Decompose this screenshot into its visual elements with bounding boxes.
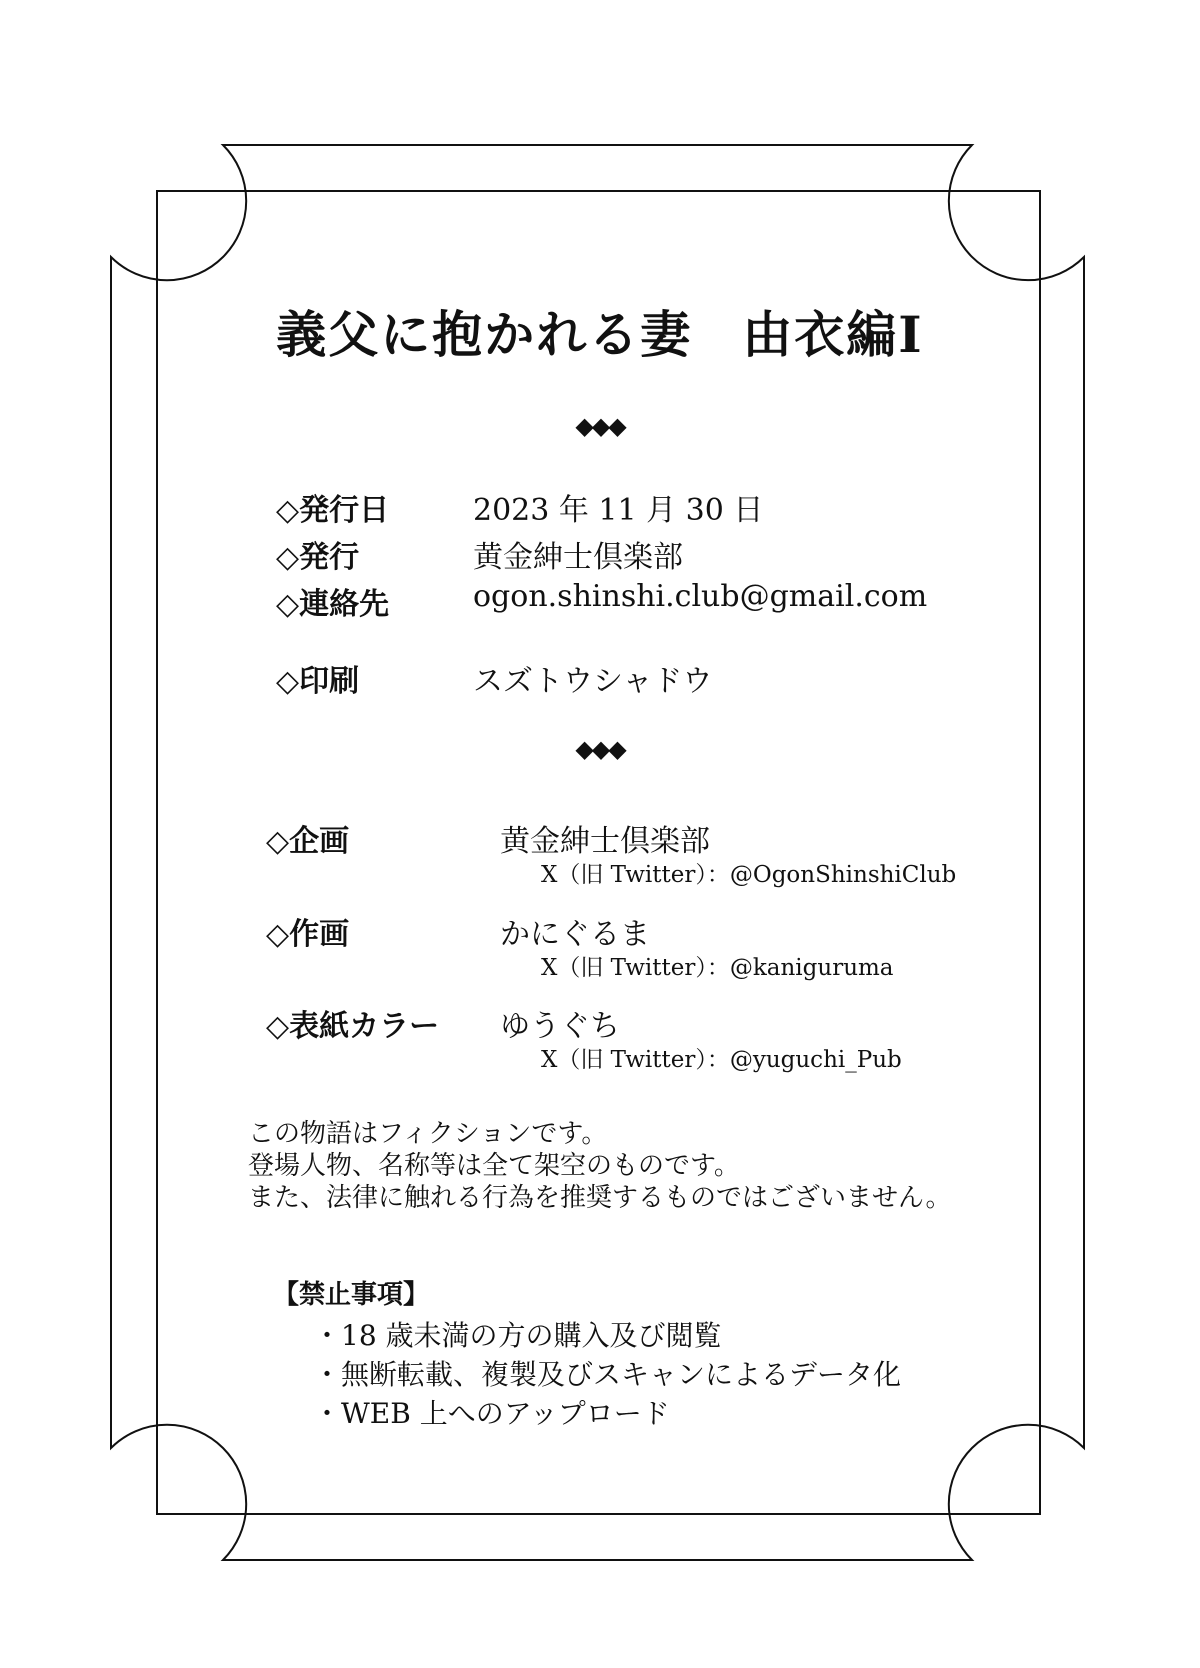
divider-middle: ◆◆◆ xyxy=(575,735,625,763)
publisher-label: ◇発行 xyxy=(276,540,360,575)
publisher-value: 黄金紳士倶楽部 xyxy=(473,540,683,575)
prohibited-item: ・WEB 上へのアップロード xyxy=(313,1397,670,1430)
planning-label: ◇企画 xyxy=(266,824,350,859)
publish-date-value: 2023 年 11 月 30 日 xyxy=(473,493,764,528)
cover-color-name: ゆうぐち xyxy=(500,1009,620,1044)
title-sub: 由衣編Ⅰ xyxy=(742,305,924,364)
prohibited-title: 【禁止事項】 xyxy=(273,1280,430,1310)
artwork-name: かにぐるま xyxy=(500,917,650,952)
disclaimer-line-1: この物語はフィクションです。 xyxy=(248,1119,608,1149)
disclaimer-line-2: 登場人物、名称等は全て架空のものです。 xyxy=(248,1151,740,1181)
divider-top: ◆◆◆ xyxy=(575,412,625,440)
book-title xyxy=(0,295,1200,367)
cover-color-sns: X（旧 Twitter）：@yuguchi_Pub xyxy=(541,1047,902,1073)
publish-date-label: ◇発行日 xyxy=(276,493,390,528)
cover-color-label: ◇表紙カラー xyxy=(266,1009,440,1044)
prohibited-item: ・無断転載、複製及びスキャンによるデータ化 xyxy=(313,1358,902,1391)
printer-label: ◇印刷 xyxy=(276,664,360,699)
disclaimer-line-3: また、法律に触れる行為を推奨するものではございません。 xyxy=(248,1183,952,1213)
title-main: 義父に抱かれる妻 xyxy=(276,305,693,364)
contact-label: ◇連絡先 xyxy=(276,587,390,622)
printer-value: スズトウシャドウ xyxy=(473,664,713,699)
planning-name: 黄金紳士倶楽部 xyxy=(500,824,710,859)
artwork-sns: X（旧 Twitter）：@kaniguruma xyxy=(541,955,894,981)
contact-email: ogon.shinshi.club@gmail.com xyxy=(473,579,928,614)
planning-sns: X（旧 Twitter）：@OgonShinshiClub xyxy=(541,862,957,888)
artwork-label: ◇作画 xyxy=(266,917,350,952)
prohibited-item: ・18 歳未満の方の購入及び閲覧 xyxy=(313,1319,722,1352)
